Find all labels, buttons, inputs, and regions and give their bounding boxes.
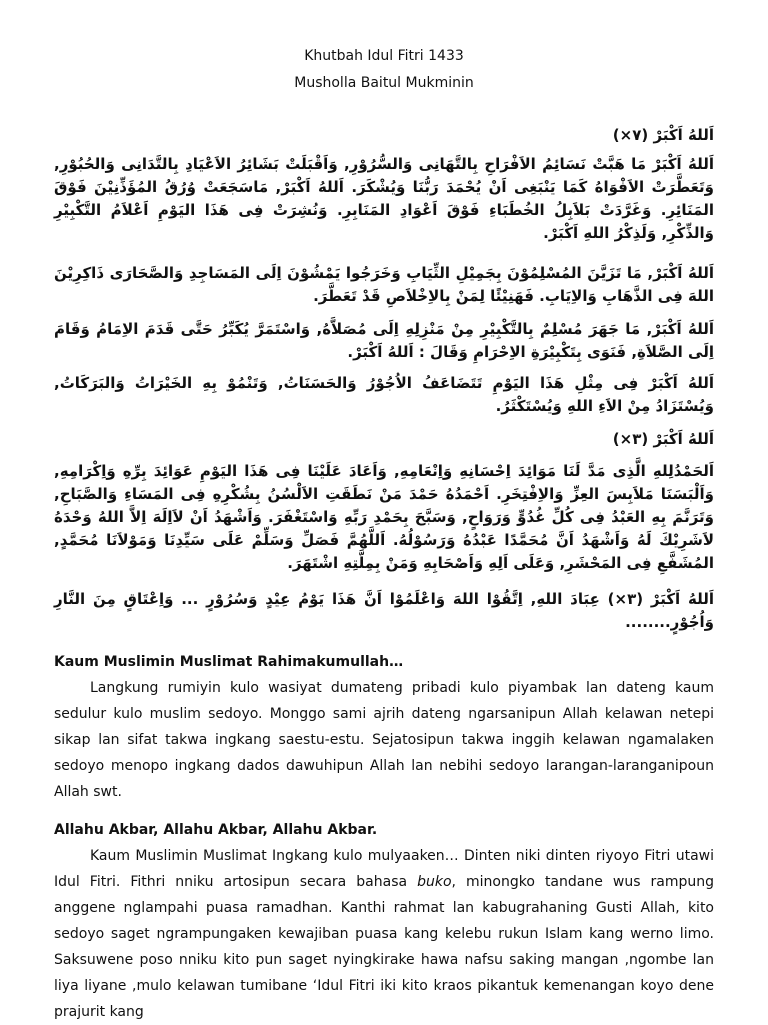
body-paragraph-2 xyxy=(54,843,714,1025)
arabic-paragraph-1: اَللهُ اَكْبَرْ مَا هَبَّتْ نَسَائِمُ الاَفْرَاحِ بِالتَّهَانِى وَالسُّرُوْرِ, وَاَقْبَلَتْ بَشَائِرُ الاَعْيَادِ بِالتَّدَانِى وَالحُبُوْرِ, وَتَعَطَّرَتْ الاَفْوَاهُ كَمَا يَنْبَغِى اَنْ يُحْمَدَ رَبُّنَا وَيُشْكَرَ. اَللهُ اَكْبَرْ, مَاسَجَعَتْ وُرُقُ المُؤَذِّنِيْنَ فَوْقَ المَنَائِرِ. وَغَرَّدَتْ بَلاَبِلُ الخُطَبَاءِ فَوْقَ اَعْوَادِ المَنَابِرِ. وَنُشِرَتْ فِى هَذَا اليَوْمِ اَعْلاَمُ التَّكْبِيْرِ وَالذِّكْرِ, وَلَذِكْرُ اللهِ اَكْبَرْ. xyxy=(54,155,714,242)
body-paragraph-2-emphasis: buko xyxy=(417,874,452,890)
body-paragraph-2-text-b: , minongko tandane wus rampung anggene nglampahi puasa ramadhan. Kanthi rahmat lan kabugrahaning Gusti Allah, kito sedoyo saget ngrampungaken kewajiban puasa kang kelebu rukun Islam kang werno limo. Saksuwene poso nniku kito pun saget nyingkirake hawa nafsu saking mangan ,ngombe lan liya liyane ,mulo kelawan tumibane ‘Idul Fitri iki kito kraos pikantuk kemenangan koyo dene prajurit kang xyxy=(54,874,715,1020)
section-heading-takbir: Allahu Akbar, Allahu Akbar, Allahu Akbar. xyxy=(54,822,378,838)
arabic-paragraph-4: اَللهُ اَكْبَرْ فِى مِثْلِ هَذَا اليَوْمِ تَتَضَاعَفُ الاُجُوْرُ وَالحَسَنَاتُ, وَتَنْمُوْ بِهِ الخَيْرَاتُ وَالبَرَكَاتُ, وَيُسْتَزَادُ مِنْ الاَءِ اللهِ وَيُسْتَكْثَرُ. xyxy=(54,374,714,415)
arabic-paragraph-6: اَللهُ اَكْبَرْ (٣×) عِبَادَ اللهِ, اِتَّقُوْا اللهَ وَاعْلَمُوْا اَنَّ هَذَا يَوْمُ عِيْدٍ وَسُرُوْرٍ ... وَاِعْتَاقٍ مِنَ النَّارِ وَاُجُوْرٍ........ xyxy=(54,590,714,631)
arabic-paragraph-5: اَلحَمْدُلِلهِ الَّذِى مَدَّ لَنَا مَوَائِدَ اِحْسَانِهِ وَاِنْعَامِهِ, وَاَعَادَ عَلَيْنَا فِى هَذَا اليَوْمِ عَوَائِدَ بِرِّهِ وَاِكْرَامِهِ, وَاَلْبَسَنَا مَلاَبِسَ العِزِّ وَالاِفْتِخَرِ. اَحْمَدُهُ حَمْدَ مَنْ نَطَقَتِ الاَلْسُنُ بِشُكْرِهِ فِى المَسَاءِ وَالصَّبَاحِ, وَتَرَنَّمَ بِهِ العَبْدُ فِى كُلِّ غُدُوٍّ وَرَوَاحٍ, وَسَبَّحَ بِحَمْدِ رَبِّهِ وَاسْتَغْفَرَ. وَاَشْهَدُ اَنْ لاَاِلَهَ اِلاَّ اللهُ وَحْدَهُ لاَشَرِيْكَ لَهُ وَاَشْهَدُ اَنَّ مُحَمَّدًا عَبْدُهُ وَرَسُوْلُهُ. اَللَّهُمَّ فَصَلِّ وَسَلِّمْ عَلَى سَيِّدِنَا وَمَوْلاَنَا مُحَمَّدٍ, المُشَفَّعِ فِى المَحْشَرِ, وَعَلَى اَلِهِ وَاَصْحَابِهِ وَمَنْ بِمِلَّتِهِ اشْتَهَرَ. xyxy=(54,462,714,572)
document-subtitle: Musholla Baitul Mukminin xyxy=(294,75,474,91)
arabic-paragraph-2: اَللهُ اَكْبَرْ, مَا تَزَيَّنَ المُسْلِمُوْنَ بِجَمِيْلِ الثِّيَابِ وَخَرَجُوا يَمْشُوْنَ اِلَى المَسَاجِدِ وَالصَّحَارَى ذَاكِرِيْنَ اللهَ فِى الذَّهَابِ وَالاِيَابِ. فَهَنِيْئًا لِمَنْ بِالاِخْلاَصِ قَدْ تَعَطَّرَ. xyxy=(54,264,714,305)
body-paragraph-1 xyxy=(54,675,714,805)
arabic-takbir-7: اَللهُ اَكْبَرْ (٧×) xyxy=(612,126,714,144)
arabic-paragraph-3: اَللهُ اَكْبَرْ, مَا جَهَرَ مُسْلِمٌ بِالتَّكْبِيْرِ مِنْ مَنْزِلِهِ اِلَى مُصَلاَّهُ, وَاسْتَمَرَّ يُكَبِّرُ حَتَّى قَدَمَ الاِمَامُ وَقَامَ اِلَى الصَّلاَةِ, فَنَوَى بِتَكْبِيْرَةِ الاِحْرَامِ وَقَالَ : اَللهُ اَكْبَرْ. xyxy=(54,320,714,361)
section-heading-greeting: Kaum Muslimin Muslimat Rahimakumullah… xyxy=(54,654,404,670)
document-title: Khutbah Idul Fitri 1433 xyxy=(304,48,464,64)
body-paragraph-1-text: Langkung rumiyin kulo wasiyat dumateng pribadi kulo piyambak lan dateng kaum sedulur kulo muslim sedoyo. Monggo sami ajrih dateng ngarsanipun Allah kelawan netepi sikap lan sifat takwa ingkang saestu-estu. Sejatosipun takwa inggih kelawan ngamalaken sedoyo menopo ingkang dados dawuhipun Allah lan nebihi sedoyo larangan-laranganipoun Allah swt. xyxy=(54,680,714,800)
arabic-takbir-3: اَللهُ اَكْبَرْ (٣×) xyxy=(612,430,714,448)
body-paragraph-2-text-a: Kaum Muslimin Muslimat Ingkang kulo mulyaaken… Dinten niki dinten riyoyo Fitri utawi Idul Fitri. Fithri nniku artosipun secara bahasa xyxy=(54,848,714,890)
